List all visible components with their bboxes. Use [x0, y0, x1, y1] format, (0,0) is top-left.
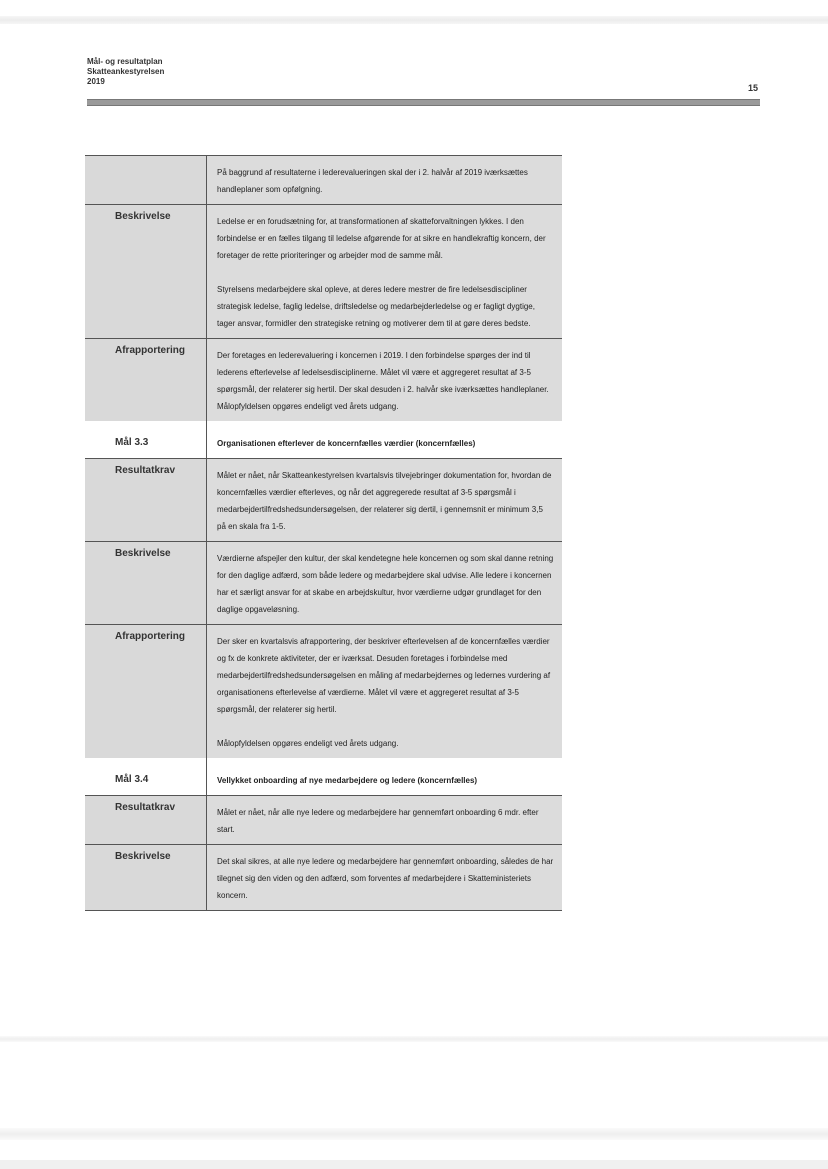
goal-number: Mål 3.4	[85, 758, 206, 795]
table-row	[85, 624, 562, 758]
scan-artifact-bottom	[0, 1128, 828, 1140]
table-row	[85, 155, 562, 204]
row-label: Beskrivelse	[85, 845, 206, 910]
goal-number: Mål 3.3	[85, 421, 206, 458]
header-rule	[87, 99, 760, 106]
row-content: Der sker en kvartalsvis afrapportering, der beskriver efterlevelsen af de koncernfælles værdier og fx de konkrete aktiviteter, der er iværksat. Desuden foretages i forbindelse med medarbejdertilfredshedsundersøgelsen en måling af medarbejdernes og ledernes vurdering af organisationens efterlevelse af værdierne. Målet vil være et aggregeret resultat af 3-5 spørgsmål, der relaterer sig hertil. Målopfyldelsen opgøres endeligt ved årets udgang.	[206, 625, 562, 758]
scan-artifact-edge	[0, 1160, 828, 1169]
table-row	[85, 458, 562, 541]
table-row	[85, 795, 562, 844]
row-content: Der foretages en lederevaluering i koncernen i 2019. I den forbindelse spørges der ind til lederens efterlevelse af ledelsesdisciplinerne. Målet vil være et aggregeret resultat af 3-5 spørgsmål, der relaterer sig hertil. Der skal desuden i 2. halvår ske iværksættes handleplaner. Målopfyldelsen opgøres endeligt ved årets udgang.	[206, 339, 562, 421]
scan-artifact-top	[0, 16, 828, 24]
goal-title: Organisationen efterlever de koncernfælles værdier (koncernfælles)	[206, 421, 562, 458]
goal-row	[85, 421, 562, 458]
row-label: Beskrivelse	[85, 542, 206, 624]
scan-artifact-middle	[0, 1036, 828, 1042]
row-content: Værdierne afspejler den kultur, der skal kendetegne hele koncernen og som skal danne retning for den daglige adfærd, som både ledere og medarbejdere skal udvise. Alle ledere i koncernen har et særligt ansvar for at skabe en arbejdskultur, hvor værdierne udgør grundlaget for den daglige opgaveløsning.	[206, 542, 562, 624]
header-line-agency: Skatteankestyrelsen	[87, 67, 165, 76]
table-row	[85, 204, 562, 338]
row-label: Resultatkrav	[85, 796, 206, 844]
page-number: 15	[748, 83, 759, 93]
row-content: Det skal sikres, at alle nye ledere og medarbejdere har gennemført onboarding, således de har tilegnet sig den viden og den adfærd, som forventes af medarbejdere i Skatteministeriets koncern.	[206, 845, 562, 910]
row-content: Ledelse er en forudsætning for, at transformationen af skatteforvaltningen lykkes. I den forbindelse er en fælles tilgang til ledelse afgørende for at sikre en handlekraftig koncern, der foretager de rette prioriteringer og arbejder mod de samme mål. Styrelsens medarbejdere skal opleve, at deres ledere mestrer de fire ledelsesdiscipliner strategisk ledelse, faglig ledelse, driftsledelse og medarbejderledelse og er fagligt dygtige, tager ansvar, formidler den strategiske retning og motiverer dem til at gøre deres bedste.	[206, 205, 562, 338]
row-label: Afrapportering	[85, 339, 206, 421]
row-content: Målet er nået, når Skatteankestyrelsen kvartalsvis tilvejebringer dokumentation for, hvordan de koncernfælles værdier efterleves, og når det aggregerede resultat af 3-5 spørgsmål i medarbejdertilfredshedsundersøgelsen, der relaterer sig dertil, i gennemsnit er minimum 3,5 på en skala fra 1-5.	[206, 459, 562, 541]
page-header	[87, 57, 164, 87]
table-row	[85, 338, 562, 421]
header-line-plan: Mål- og resultatplan	[87, 57, 163, 66]
table-row	[85, 844, 562, 911]
goal-row	[85, 758, 562, 795]
row-content: Målet er nået, når alle nye ledere og medarbejdere har gennemført onboarding 6 mdr. efter start.	[206, 796, 562, 844]
row-label: Resultatkrav	[85, 459, 206, 541]
table-row	[85, 541, 562, 624]
row-label: Beskrivelse	[85, 205, 206, 338]
header-line-year: 2019	[87, 77, 105, 86]
goals-table	[85, 155, 562, 911]
row-content: På baggrund af resultaterne i lederevalueringen skal der i 2. halvår af 2019 iværksættes handleplaner som opfølgning.	[206, 156, 562, 204]
row-label	[85, 156, 206, 204]
goal-title: Vellykket onboarding af nye medarbejdere og ledere (koncernfælles)	[206, 758, 562, 795]
row-label: Afrapportering	[85, 625, 206, 758]
